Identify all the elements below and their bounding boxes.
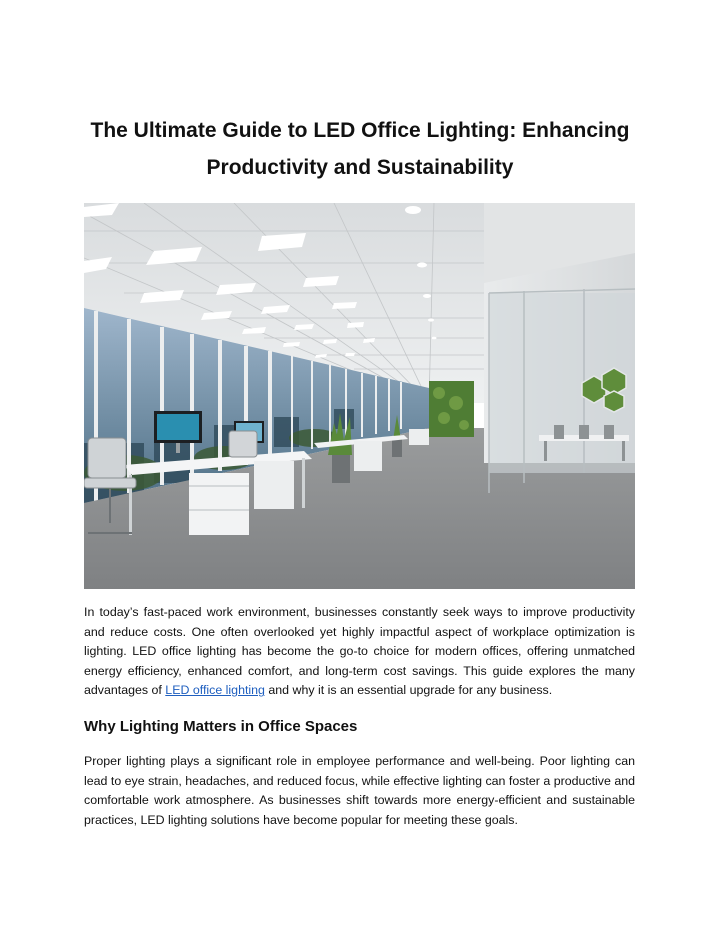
title-line-1: The Ultimate Guide to LED Office Lighting: Enhancing: [90, 119, 630, 142]
intro-paragraph: [84, 603, 635, 701]
section-heading: Why Lighting Matters in Office Spaces: [84, 718, 358, 735]
intro-text: In today’s fast-paced work environment, businesses constantly seek ways to improve productivity and reduce costs. One often overlooked yet highly impactful aspect of workplace optimization is lighting. LED office lighting has become the go-to choice for modern offices, offering unmatched energy efficiency, enhanced comfort, and long-term cost savings. This guide explores the many advantages of: [84, 605, 635, 698]
document-title: [84, 112, 636, 186]
title-line-2: Productivity and Sustainability: [206, 156, 514, 179]
led-office-lighting-link[interactable]: LED office lighting: [165, 683, 265, 698]
intro-text-end: and why it is an essential upgrade for any business.: [264, 683, 553, 698]
section-paragraph: Proper lighting plays a significant role in employee performance and well-being. Poor lighting can lead to eye strain, headaches, and reduced focus, while effective lighting can foster a productive and comfortable work atmosphere. As businesses shift towards more energy-efficient and sustainable practices, LED lighting solutions have become popular for meeting these goals.: [84, 754, 635, 827]
office-photo: [84, 203, 635, 589]
